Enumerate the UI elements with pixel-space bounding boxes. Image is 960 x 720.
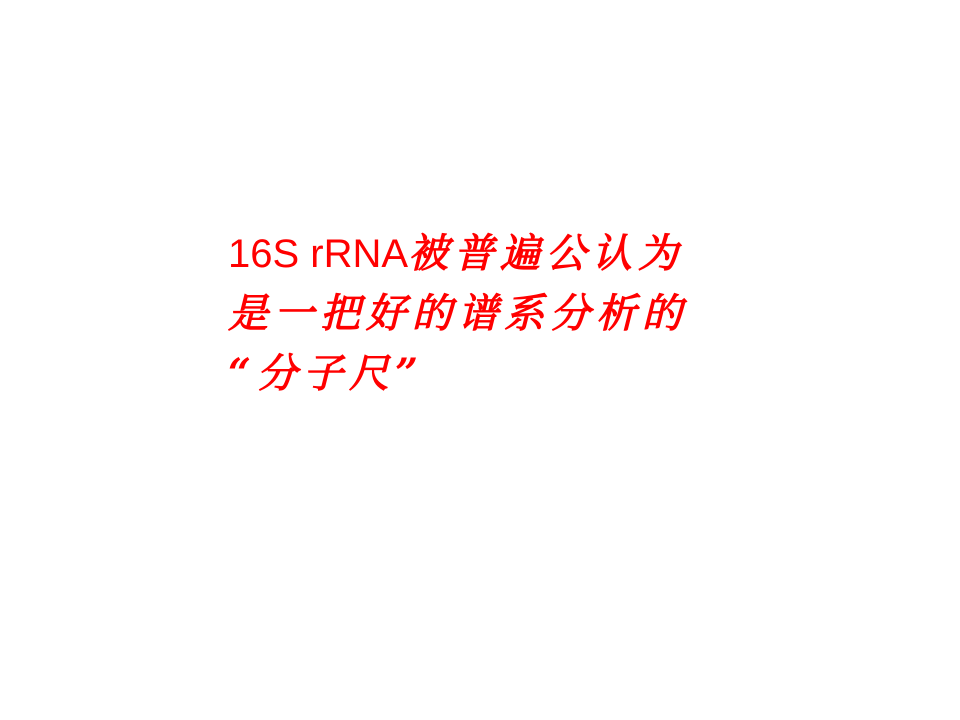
text-line-1-latin: 16S rRNA	[228, 232, 409, 276]
text-line-2: 是一把好的谱系分析的	[228, 290, 688, 337]
text-line-1-cjk: 被普遍公认为	[408, 230, 685, 277]
text-line-3: “分子尺”	[228, 350, 425, 397]
text-line-1	[228, 224, 788, 284]
slide-text-block	[228, 224, 788, 404]
